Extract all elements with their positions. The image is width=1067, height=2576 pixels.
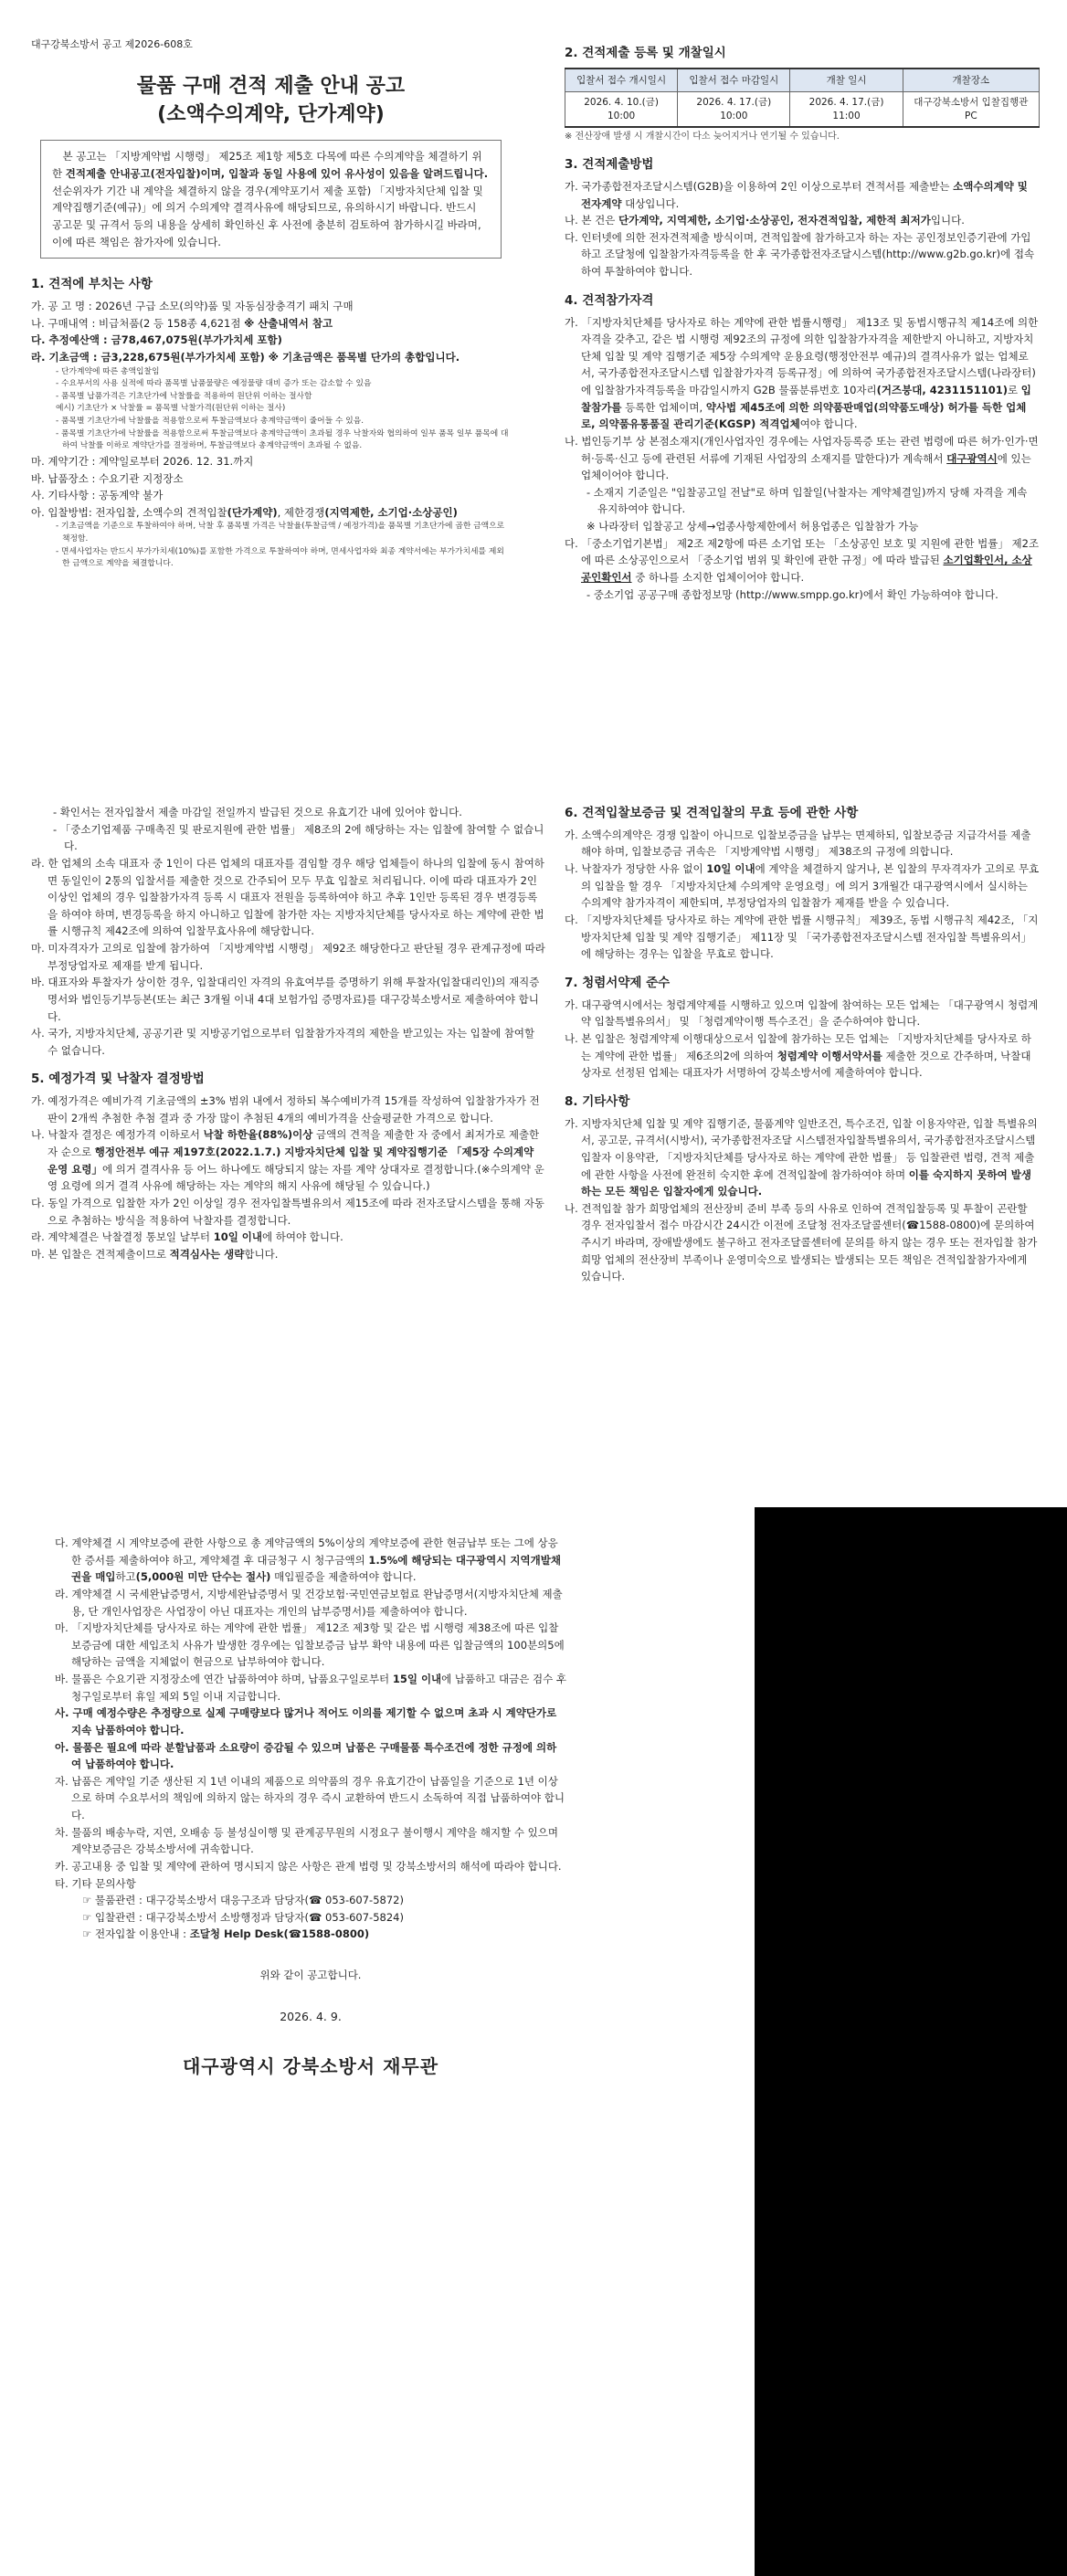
table-header-row bbox=[565, 69, 1040, 92]
s8-item-ra: 라. 계약체결 시 국세완납증명서, 지방세완납증명서 및 건강보험·국민연금보험료 완납증명서(지방자치단체 제출용, 단 개인사업장은 사업장이 아닌 대표자는 개인의 납부증명서)를 제출하여야 합니다. bbox=[55, 1587, 563, 1618]
s7-item-na: 나. 본 입찰은 청렴계약제 이행대상으로서 입찰에 참가하는 모든 업체는 「지방자치단체를 당사자로 하는 계약에 관한 법률」 제6조의2에 의하여 청렴계약 이행서약서를 제출한 것으로 간주하며, 낙찰대상자로 선정된 업체는 대표자가 서명하여 강북소방서에 제출하여야 합니다. bbox=[565, 1031, 1031, 1080]
table-cell: 대구강북소방서 입찰집행관 PC bbox=[903, 92, 1039, 127]
table-cell: 2026. 4. 17.(금) 11:00 bbox=[790, 92, 903, 127]
page2-right-column bbox=[565, 804, 1040, 1285]
page1-left-column bbox=[31, 37, 511, 571]
page-1 bbox=[0, 0, 1067, 731]
s1-item-ga: 가. 공 고 명 : 2026년 구급 소모(의약)품 및 자동심장충격기 패치 구매 bbox=[31, 300, 354, 313]
s7-item-ga: 가. 대구광역시에서는 청렴계약제를 시행하고 있으며 입찰에 참여하는 모든 업체는 「대구광역시 청렴계약 입찰특별유의서」 및 「청렴계약이행 특수조건」을 준수하여야 합니다. bbox=[565, 998, 1039, 1029]
intro-text: 본 공고는 「지방계약법 시행령」 제25조 제1항 제5호 다목에 따른 수의계약을 체결하기 위한 견적제출 안내공고(전자입찰)이며, 입찰과 동일 사용에 있어 유사성이 있음을 알려드립니다. 선순위자가 기간 내 계약을 체결하지 않을 경우(계약포기서 제출 포함) 「지방자치단체 입찰 및 계약집행기준(예규)」에 의거 수의계약 결격사유에 해당되므로, 유의하시기 바랍니다. 반드시 공고문 및 규격서 등의 내용을 상세히 확인하신 후 사전에 충분히 검토하여 참가하시길 바라며, 이에 따른 책임은 참가자에 있습니다. bbox=[52, 150, 489, 248]
table-header-cell: 입찰서 접수 개시일시 bbox=[565, 69, 678, 92]
s6-item-da: 다. 「지방자치단체를 당사자로 하는 계약에 관한 법률 시행규칙」 제39조, 동법 시행규칙 제42조, 「지방자치단체 입찰 및 계약 집행기준」 제11장 및 「국가종합전자조달시스템 전자입찰 특별유의서」에 해당하는 경우는 입찰을 무효로 합니다. bbox=[565, 913, 1039, 961]
s4-item-ba: 바. 대표자와 투찰자가 상이한 경우, 입찰대리인 자격의 유효여부를 증명하기 위해 투찰자(입찰대리인)의 재직증명서와 법인등기부등본(또는 최근 3개월 이내 4대 보험가입 증명자료)를 대구강북소방서로 제출하여야 합니다. bbox=[31, 976, 540, 1023]
s1-note: 예시) 기초단가 × 낙찰률 = 품목별 낙찰가격(원단위 이하는 절사) bbox=[56, 404, 286, 414]
intro-box bbox=[40, 140, 502, 259]
contact-item: ☞ 전자입찰 이용안내 : 조달청 Help Desk(☎1588-0800) bbox=[82, 1927, 370, 1941]
table-header-cell: 개찰장소 bbox=[903, 69, 1039, 92]
schedule-note: ※ 전산장애 발생 시 개찰시간이 다소 늦어지거나 연기될 수 있습니다. bbox=[565, 131, 840, 142]
page2-left-column bbox=[31, 804, 547, 1262]
table-cell: 2026. 4. 17.(금) 10:00 bbox=[678, 92, 790, 127]
s1-aa-note: - 면세사업자는 반드시 부가가치세(10%)를 포함한 가격으로 투찰하여야 하며, 면세사업자와 최종 계약서에는 부가가치세를 제외한 금액으로 계약을 체결합니다. bbox=[56, 546, 504, 569]
p2-top-line: - 확인서는 전자입찰서 제출 마감일 전일까지 발급된 것으로 유효기간 내에 있어야 합니다. bbox=[53, 806, 462, 818]
s8-item-ma: 마. 「지방자치단체를 당사자로 하는 계약에 관한 법률」 제12조 제3항 및 같은 법 시행령 제38조에 따른 입찰보증금에 대한 세입조치 사유가 발생한 경우에는 입찰보증금 납부 확약 내용에 따른 입찰금액의 100분의5에 해당하는 금액을 지체없이 현금으로 납부하여야 합니다. bbox=[55, 1621, 565, 1669]
bid-schedule-table bbox=[565, 68, 1040, 128]
s1-item-ra: 라. 기초금액 : 금3,228,675원(부가가치세 포함) ※ 기초금액은 품목별 단가의 총합입니다. bbox=[31, 350, 460, 364]
s4-da-sub: - 중소기업 공공구매 종합정보망 (http://www.smpp.go.kr)에서 확인 가능하여야 합니다. bbox=[586, 587, 998, 601]
s1-item-ma: 마. 계약기간 : 계약일로부터 2026. 12. 31.까지 bbox=[31, 454, 254, 468]
s8-item-na: 나. 견적입찰 참가 희망업체의 전산장비 준비 부족 등의 사유로 인하여 견적입찰등록 및 투찰이 곤란할 경우 전자입찰서 접수 마감시간 24시간 이전에 조달청 전자조달콜센터(☎1588-0800)에 문의하여 주시기 바라며, 장애발생에도 불구하고 전자조달콜센터에 문의를 하지 않는 경우 또는 전자입찰 참가 희망 업체의 전산장비 부족이나 운영미숙으로 발생되는 발생되는 모든 책임은 견적입찰참가자에게 있습니다. bbox=[565, 1201, 1038, 1283]
section-7-heading: 7. 청렴서약제 준수 bbox=[565, 975, 671, 990]
s5-item-na: 나. 낙찰자 결정은 예정가격 이하로서 낙찰 하한율(88%)이상 금액의 견적을 제출한 자 중에서 최저가로 제출한 자 순으로 행정안전부 예규 제197호(2022.1.7.) 지방자치단체 입찰 및 계약집행기준 「제5장 수의계약 운영 요령」에 의거 결격사유 등 어느 하나에도 해당되지 않는 자를 계약 상대자로 결정합니다.(※수의계약 운영 요령에 의거 결격 사유에 해당하는 자는 계약의 해지 사유에 해당될 수 있습니다.) bbox=[31, 1128, 544, 1193]
s4-item-ga: 가. 「지방자치단체를 당사자로 하는 계약에 관한 법률시행령」 제13조 및 동법시행규칙 제14조에 의한 자격을 갖추고, 같은 법 시행령 제92조의 규정에 의한 입찰참가자격을 제한받지 아니하고, 지방자치단체 입찰 및 계약 집행기준 제5장 수의계약 운용요령(행정안전부 예규)의 결격사유가 없는 업체로서, 국가종합전자조달시스템 입찰참가자격 등록규정」에 의하여 국가종합전자조달시스템(나라장터)에 입찰참가자격등록을 마감일시까지 G2B 물품분류번호 10자리(거즈붕대, 4231151101)로 입찰참가를 등록한 업체이며, 약사법 제45조에 의한 의약품판매업(의약품도매상) 허가를 득한 업체로, 의약품유통품질 관리기준(KGSP) 적격업체여야 합니다. bbox=[565, 315, 1039, 431]
s5-item-ga: 가. 예정가격은 예비가격 기초금액의 ±3% 범위 내에서 정하되 복수예비가격 15개를 작성하여 입찰참가자가 전판이 2개씩 추첨한 추첨 결과 중 가장 많이 추첨된 4개의 예비가격을 산술평균한 가격으로 합니다. bbox=[31, 1094, 540, 1124]
section-2-heading: 2. 견적제출 등록 및 개찰일시 bbox=[565, 46, 726, 60]
table-header-cell: 개찰 일시 bbox=[790, 69, 903, 92]
section-1-heading: 1. 견적에 부치는 사항 bbox=[31, 277, 153, 292]
s3-item-ga: 가. 국가종합전자조달시스템(G2B)을 이용하여 2인 이상으로부터 견적서를 제출받는 소액수의계약 및 전자계약 대상입니다. bbox=[565, 179, 1028, 210]
s8-item-ka: 카. 공고내용 중 입찰 및 계약에 관하여 명시되지 않은 사항은 관계 법령 및 강북소방서의 해석에 따라야 합니다. bbox=[55, 1859, 562, 1873]
s8-item-ta: 타. 기타 문의사항 bbox=[55, 1876, 136, 1890]
s1-note: - 단가계약에 따른 총액입찰임 bbox=[56, 366, 160, 376]
notice-date: 2026. 4. 9. bbox=[280, 2009, 342, 2023]
s4-item-ra: 라. 한 업체의 소속 대표자 중 1인이 다른 업체의 대표자를 겸임할 경우 해당 업체들이 하나의 입찰에 동시 참여하면 동일인이 2통의 입찰서를 제출한 것으로 간주되어 모두 무효 입찰로 처리됩니다. 이에 따라 대표자가 2인 이상인 업체의 경우 입찰참가자격 등록 시 대표자 전원을 등록하여야 하고 추후 1인만 등록된 경우 변경등록을 하여야 하며, 변경등록을 하지 아니하고 입찰에 참가한 자는 지방자치단체를 당사자로 하는 계약에 관한 법률 시행규칙 제42조에 의하여 입찰무효사유에 해당합니다. bbox=[31, 856, 544, 938]
contact-item: ☞ 입찰관련 : 대구강북소방서 소방행정과 담당자(☎ 053-607-5824) bbox=[82, 1910, 404, 1924]
s4-na-sub: - 소재지 기준일은 "입찰공고일 전날"로 하며 입찰일(낙찰자는 계약체결일)까지 당해 자격을 계속 유지하여야 합니다. bbox=[586, 485, 1028, 516]
s8-item-sa: 사. 구매 예정수량은 추정량으로 실제 구매량보다 많거나 적어도 이의를 제기할 수 없으며 초과 시 계약단가로 지속 납품하여야 합니다. bbox=[55, 1706, 557, 1737]
s1-item-ba: 바. 납품장소 : 수요기관 지정장소 bbox=[31, 471, 184, 485]
notice-reference: 대구강북소방서 공고 제2026-608호 bbox=[31, 38, 193, 50]
notice-subtitle: (소액수의계약, 단가계약) bbox=[157, 102, 385, 126]
s6-item-na: 나. 낙찰자가 정당한 사유 없이 10일 이내에 계약을 체결하지 않거나, 본 입찰의 무자격자가 고의로 무효의 입찰을 할 경우 「지방자치단체 수의계약 운영요령」에 의거 3개월간 대구광역시에서 실시하는 수의계약 참가자격이 제한되며, 부정당업자의 입찰참가 제재를 받을 수 있습니다. bbox=[565, 862, 1040, 910]
s4-item-sa: 사. 국가, 지방자치단체, 공공기관 및 지방공기업으로부터 입찰참가자격의 제한을 받고있는 자는 입찰에 참여할 수 없습니다. bbox=[31, 1027, 535, 1057]
s3-item-na: 나. 본 건은 단가계약, 지역제한, 소기업·소상공인, 전자견적입찰, 제한적 최저가입니다. bbox=[565, 214, 965, 227]
page-2 bbox=[0, 767, 1067, 1480]
s6-item-ga: 가. 소액수의계약은 경쟁 입찰이 아니므로 입찰보증금을 납부는 면제하되, 입찰보증금 지급각서를 제출해야 하며, 입찰보증금 귀속은 「지방계약법 시행령」 제38조의 규정에 의합니다. bbox=[565, 828, 1031, 859]
s4-item-ma: 마. 미자격자가 고의로 입찰에 참가하여 「지방계약법 시행령」 제92조 해당한다고 판단될 경우 관계규정에 따라 부정당업자로 제재를 받게 됩니다. bbox=[31, 942, 545, 972]
s1-item-sa: 사. 기타사항 : 공동계약 불가 bbox=[31, 489, 164, 502]
s1-item-aa: 아. 입찰방법: 전자입찰, 소액수의 견적입찰(단가계약), 제한경쟁(지역제한, 소기업·소상공인) bbox=[31, 505, 458, 519]
s4-item-na: 나. 법인등기부 상 본점소재지(개인사업자인 경우에는 사업자등록증 또는 관련 법령에 따른 허가·인가·면허·등록·신고 등에 관련된 서류에 기재된 사업장의 소재지를 말한다)가 계속해서 대구광역시에 있는 업체이어야 합니다. bbox=[565, 434, 1039, 482]
section-4-heading: 4. 견적참가자격 bbox=[565, 292, 654, 308]
s1-item-na: 나. 구매내역 : 비급처품(2 등 158종 4,621점 ※ 산출내역서 참고 bbox=[31, 316, 333, 330]
s1-note: - 품목별 기초단가에 낙찰률을 적용함으로써 투찰금액보다 총계약금액이 초과될 경우 낙찰자와 협의하여 일부 품목 일부 품목에 대하여 낙찰률 이하로 계약단가를 결정하며, 투찰금액보다 총계약금액이 초과될 수 없음. bbox=[56, 428, 509, 451]
p2-top-line: - 「중소기업제품 구매촉진 및 판로지원에 관한 법률」 제8조의 2에 해당하는 자는 입찰에 참여할 수 없습니다. bbox=[53, 822, 544, 853]
issuing-organization: 대구광역시 강북소방서 재무관 bbox=[182, 2054, 439, 2077]
s8-item-ga: 가. 지방자치단체 입찰 및 계약 집행기준, 물품계약 일반조건, 특수조건, 입찰 이용자약관, 입찰 특별유의서, 공고문, 규격서(시방서), 국가종합전자조달 시스템전자입찰특별유의서, 국가종합전자조달시스템 입찰자 이용약관, 「지방자치단체를 당사자로 하는 계약에 관한 법률」 등 입찰관련 법령, 견적 제출에 관한 사항을 사전에 완전히 숙지한 후에 견적입찰에 참가하여야 하며 이를 숙지하지 못하여 발생하는 모든 책임은 입찰자에게 있습니다. bbox=[565, 1116, 1038, 1198]
section-5-heading: 5. 예정가격 및 낙찰자 결정방법 bbox=[31, 1072, 205, 1087]
s8-item-cha: 차. 물품의 배송누락, 지연, 오배송 등 불성실이행 및 관계공무원의 시정요구 불이행시 계약을 해지할 수 있으며 계약보증금은 강북소방서에 귀속합니다. bbox=[55, 1825, 558, 1856]
s1-aa-note: - 기초금액을 기준으로 투찰하여야 하며, 낙찰 후 품목별 가격은 낙찰율(투찰금액 / 예정가격)을 품목별 기초단가에 곱한 금액으로 책정함. bbox=[56, 522, 505, 544]
page3-column bbox=[55, 1535, 566, 2081]
s8-item-da: 다. 계약체결 시 계약보증에 관한 사항으로 총 계약금액의 5%이상의 계약보증에 관한 현금납부 또는 그에 상응한 증서를 제출하여야 하고, 계약체결 후 대금청구 시 청구금액의 1.5%에 해당되는 대구광역시 지역개발채권을 매입하고(5,000원 미만 단수는 절사) 매입필증을 제출하여야 합니다. bbox=[55, 1536, 561, 1584]
section-8-heading: 8. 기타사항 bbox=[565, 1093, 630, 1109]
table-row bbox=[565, 92, 1040, 127]
page1-right-column bbox=[565, 44, 1040, 603]
redacted-area bbox=[755, 1507, 1067, 2576]
s8-item-ja: 자. 납품은 계약일 기준 생산된 지 1년 이내의 제품으로 의약품의 경우 유효기간이 납품일을 기준으로 1년 이상으로 하며 수요부서의 책임에 의하지 않는 하자의 경우 즉시 교환하여 반드시 소독하여 직접 납품하여야 합니다. bbox=[55, 1774, 565, 1821]
contact-item: ☞ 물품관련 : 대구강북소방서 대응구조과 담당자(☎ 053-607-5872) bbox=[82, 1894, 404, 1907]
s4-na-sub: ※ 나라장터 입찰공고 상세→업종사항제한에서 허용업종은 입찰참가 가능 bbox=[586, 520, 919, 533]
s1-note: - 품목별 기초단가에 낙찰률을 적용함으로써 투찰금액보다 총계약금액이 줄어들 수 있음. bbox=[56, 417, 364, 427]
s1-note: - 수요부서의 사용 실적에 따라 품목별 납품물량은 예정물량 대비 증가 또는 감소할 수 있음 bbox=[56, 379, 372, 389]
table-header-cell: 입찰서 접수 마감일시 bbox=[678, 69, 790, 92]
s1-item-da: 다. 추정예산액 : 금78,467,075원(부가가치세 포함) bbox=[31, 333, 282, 347]
s5-item-ma: 마. 본 입찰은 견적제출이므로 적격심사는 생략합니다. bbox=[31, 1247, 279, 1261]
s4-item-da: 다. 「중소기업기본법」 제2조 제2항에 따른 소기업 또는 「소상공인 보호 및 지원에 관한 법률」 제2조에 따른 소상공인으로서 「중소기업 범위 및 확인에 관한 규정」에 따라 발급된 소기업확인서, 소상공인확인서 중 하나를 소지한 업체이어야 합니다. bbox=[565, 536, 1040, 584]
s8-item-aa: 아. 물품은 필요에 따라 분할납품과 소요량이 증감될 수 있으며 납품은 구매물품 특수조건에 정한 규정에 의하여 납품하여야 합니다. bbox=[55, 1740, 557, 1771]
s1-note: - 품목별 납품가격은 기초단가에 낙찰률을 적용하여 원단위 이하는 절사함 bbox=[56, 391, 312, 401]
section-3-heading: 3. 견적제출방법 bbox=[565, 157, 654, 173]
section-6-heading: 6. 견적입찰보증금 및 견적입찰의 무효 등에 관한 사항 bbox=[565, 806, 859, 820]
notice-title: 물품 구매 견적 제출 안내 공고 bbox=[136, 74, 406, 98]
table-cell: 2026. 4. 10.(금) 10:00 bbox=[565, 92, 678, 127]
closing-text: 위와 같이 공고합니다. bbox=[259, 1969, 362, 1981]
s5-item-ra: 라. 계약체결은 낙찰결정 통보일 날부터 10일 이내에 하여야 합니다. bbox=[31, 1230, 343, 1244]
s3-item-da: 다. 인터넷에 의한 전자견적제출 방식이며, 견적입찰에 참가하고자 하는 자는 공인정보인증기관에 가입하고 조달청에 입찰참가자격등록을 한 후 국가종합전자조달시스템(http://www.g2b.go.kr)에 접속하여 투찰하여야 합니다. bbox=[565, 230, 1035, 279]
s8-item-ba: 바. 물품은 수요기관 지정장소에 연간 납품하여야 하며, 납품요구일로부터 15일 이내에 납품하고 대금은 검수 후 청구일로부터 휴일 제외 5일 이내 지급합니다. bbox=[55, 1673, 566, 1703]
s5-item-da: 다. 동일 가격으로 입찰한 자가 2인 이상일 경우 전자입찰특별유의서 제15조에 따라 전자조달시스템을 통해 자동으로 추첨하는 방식을 적용하여 낙찰자를 결정합니다. bbox=[31, 1196, 544, 1227]
